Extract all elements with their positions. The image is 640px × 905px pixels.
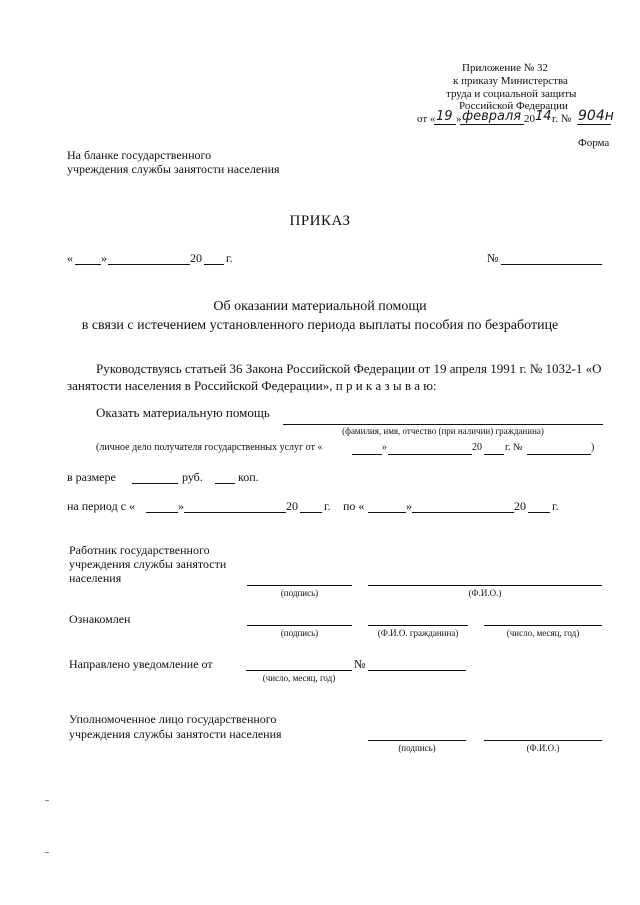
- rubles-blank: [132, 483, 178, 484]
- subject-line-1: Об оказании материальной помощи: [213, 299, 427, 314]
- period-to-prefix: по «: [343, 499, 365, 513]
- period-from-month-blank: [184, 512, 286, 513]
- margin-mark: [45, 852, 49, 853]
- handwritten-year: 14: [535, 109, 552, 124]
- worker-line-3: населения: [69, 571, 122, 585]
- kopecks-blank: [215, 483, 235, 484]
- handwritten-day: 19: [436, 109, 453, 124]
- period-from-day-blank: [146, 512, 178, 513]
- letterhead-line-2: учреждения службы занятости населения: [67, 162, 280, 176]
- notice-date-line: [246, 670, 352, 671]
- case-year-blank: [484, 454, 504, 455]
- month-underline: [460, 124, 524, 125]
- assist-label: Оказать материальную помощь: [96, 405, 270, 420]
- number-label: №: [487, 251, 499, 265]
- period-to-quote: »: [406, 499, 412, 513]
- notice-date-caption: (число, месяц, год): [262, 673, 336, 683]
- authorized-signature-caption: (подпись): [398, 743, 436, 753]
- month-blank: [108, 264, 190, 265]
- handwritten-order-number: 904н: [578, 108, 614, 124]
- acquainted-date-line: [484, 625, 602, 626]
- form-label: Форма: [578, 137, 610, 149]
- worker-fio-caption: (Ф.И.О.): [468, 588, 502, 598]
- acquainted-date-caption: (число, месяц, год): [506, 628, 580, 638]
- day-blank: [75, 264, 101, 265]
- period-to-year-20: 20: [514, 499, 526, 513]
- period-from-year-20: 20: [286, 499, 298, 513]
- period-to-year-blank: [528, 512, 550, 513]
- notice-label: Направлено уведомление от: [69, 657, 213, 671]
- handwritten-month: февраля: [462, 109, 522, 124]
- acquainted-fio-caption: (Ф.И.О. гражданина): [377, 628, 459, 638]
- year-blank: [204, 264, 224, 265]
- body-para-line-1: Руководствуясь статьей 36 Закона Российской Федерации от 19 апреля 1991 г. № 1032-1 «О: [96, 361, 602, 376]
- rubles-label: руб.: [182, 470, 203, 484]
- worker-fio-line: [368, 585, 602, 586]
- case-number-blank: [527, 454, 591, 455]
- appendix-line-3: труда и социальной защиты: [446, 88, 577, 100]
- year-prefix: 20: [524, 113, 535, 125]
- assist-name-blank: [283, 424, 603, 425]
- period-from-g: г.: [324, 499, 331, 513]
- body-para-line-2: занятости населения в Российской Федерации», п р и к а з ы в а ю:: [67, 378, 437, 393]
- quote-open: «: [67, 251, 73, 265]
- subject-line-2: в связи с истечением установленного периода выплаты пособия по безработице: [81, 318, 559, 333]
- appendix-line-2: к приказу Министерства: [453, 75, 568, 87]
- amount-prefix: в размере: [67, 470, 116, 484]
- acquainted-fio-line: [368, 625, 468, 626]
- worker-signature-line: [247, 585, 352, 586]
- margin-mark: [45, 800, 49, 801]
- worker-line-2: учреждения службы занятости: [69, 557, 227, 571]
- worker-signature-caption: (подпись): [280, 588, 319, 598]
- day-underline: [434, 124, 456, 125]
- period-to-day-blank: [368, 512, 406, 513]
- quote-close: »: [101, 251, 107, 265]
- authorized-line-2: учреждения службы занятости населения: [69, 727, 282, 741]
- case-year-20: 20: [472, 442, 482, 453]
- worker-line-1: Работник государственного: [69, 543, 210, 557]
- case-suffix: ): [591, 442, 595, 453]
- notice-number-label: №: [354, 657, 366, 671]
- order-number-underline: [577, 124, 611, 125]
- case-number-label: г. №: [505, 442, 523, 453]
- notice-number-line: [368, 670, 466, 671]
- period-to-g: г.: [552, 499, 559, 513]
- acquainted-signature-line: [247, 625, 352, 626]
- kopecks-label: коп.: [238, 470, 259, 484]
- period-from-quote: »: [178, 499, 184, 513]
- authorized-fio-line: [484, 740, 602, 741]
- date-prefix: от «: [417, 113, 436, 125]
- number-blank: [501, 264, 602, 265]
- letterhead-line-1: На бланке государственного: [67, 148, 212, 162]
- period-prefix: на период с «: [67, 499, 136, 513]
- period-to-month-blank: [412, 512, 514, 513]
- case-month-blank: [388, 454, 472, 455]
- case-quote-close: »: [382, 442, 387, 453]
- year-suffix-g: г.: [226, 251, 233, 265]
- authorized-fio-caption: (Ф.И.О.): [526, 743, 560, 753]
- case-day-blank: [352, 454, 382, 455]
- acquainted-label: Ознакомлен: [69, 612, 131, 626]
- year-prefix-20: 20: [190, 251, 202, 265]
- case-prefix: (личное дело получателя государственных услуг от «: [96, 442, 323, 453]
- appendix-line-4: Российской Федерации: [459, 100, 568, 112]
- page-title: ПРИКАЗ: [289, 213, 351, 229]
- authorized-line-1: Уполномоченное лицо государственного: [69, 712, 277, 726]
- year-suffix: г. №: [552, 113, 572, 125]
- period-from-year-blank: [300, 512, 322, 513]
- authorized-signature-line: [368, 740, 466, 741]
- assist-caption: (фамилия, имя, отчество (при наличии) гражданина): [342, 426, 544, 436]
- acquainted-signature-caption: (подпись): [280, 628, 319, 638]
- appendix-line-1: Приложение № 32: [462, 62, 549, 74]
- date-mid: »: [456, 113, 462, 125]
